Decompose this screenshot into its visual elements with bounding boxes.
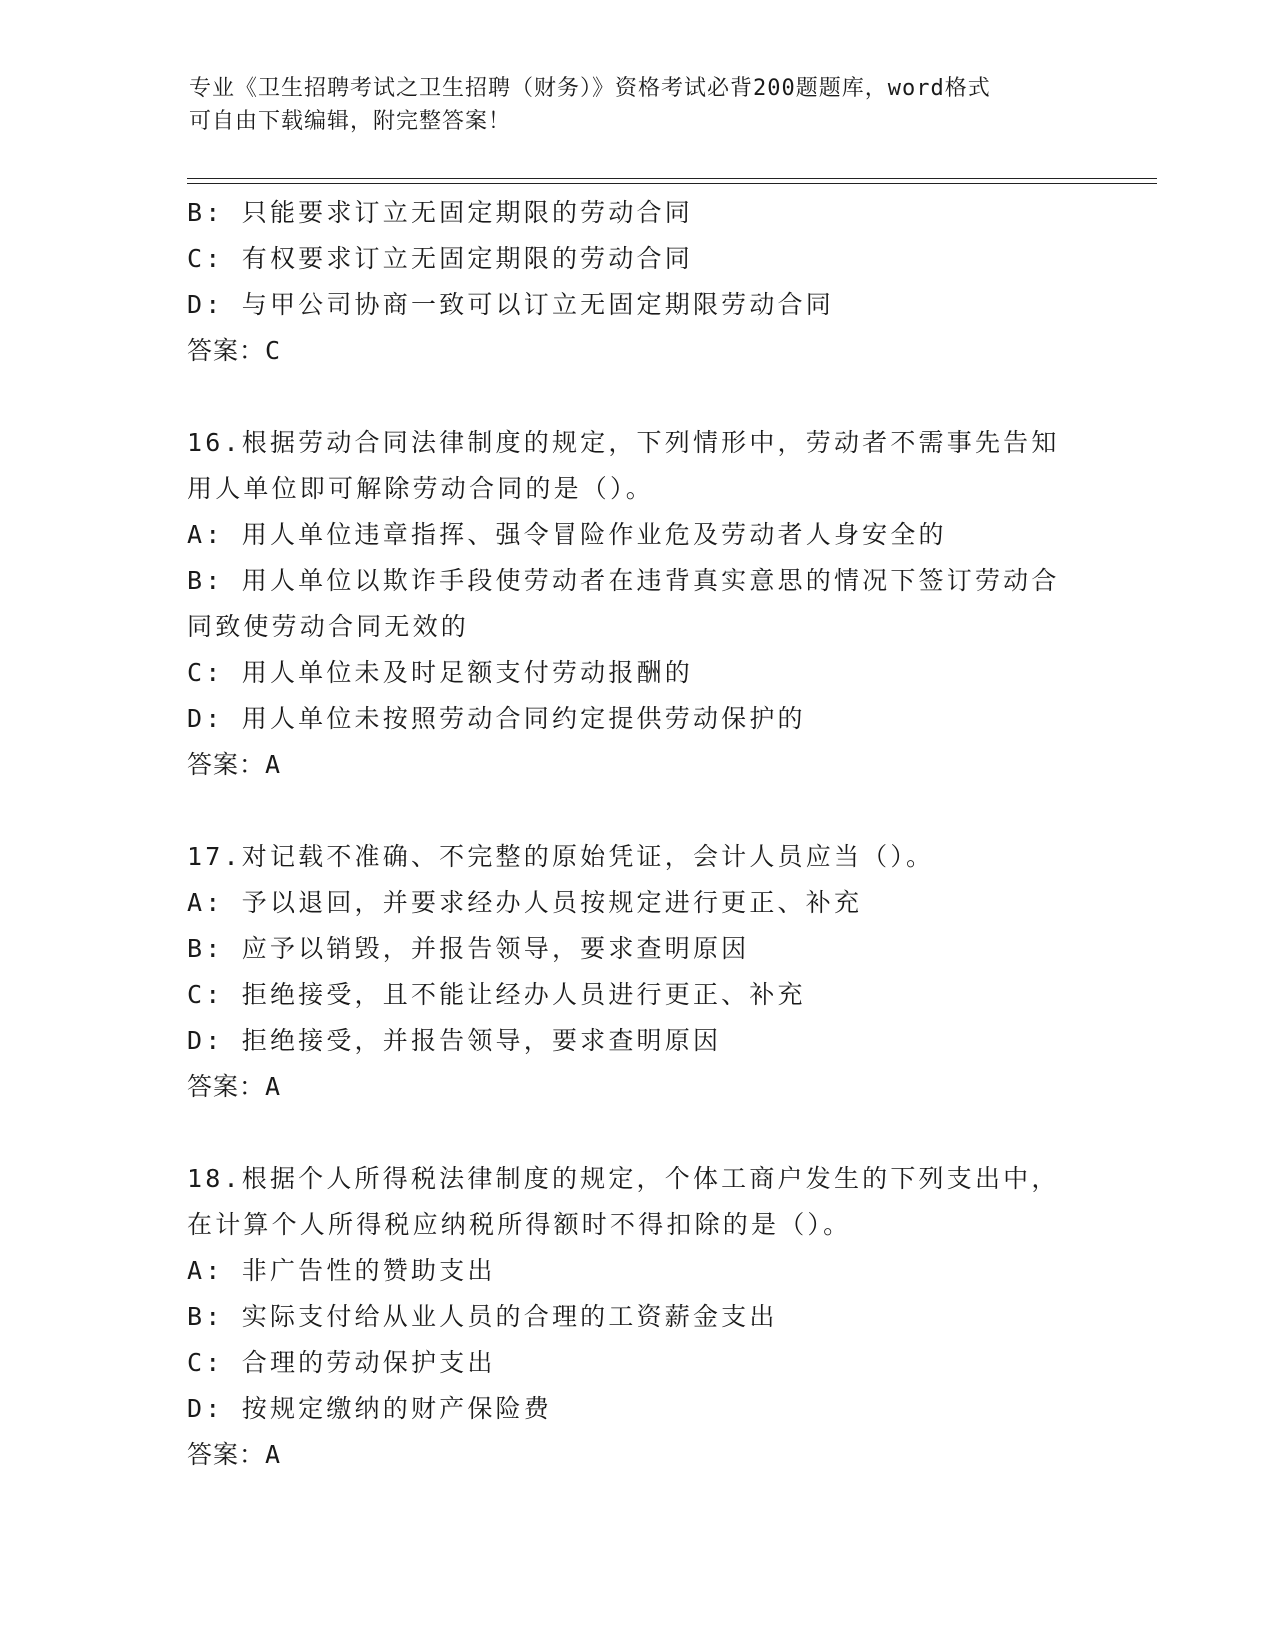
question-18-option-b: B: 实际支付给从业人员的合理的工资薪金支出 (187, 1302, 778, 1331)
question-16-stem-line-1: 16.根据劳动合同法律制度的规定，下列情形中，劳动者不需事先告知 (187, 428, 1060, 457)
question-15-answer: 答案：C (187, 336, 282, 365)
spacer (187, 788, 1087, 834)
header-divider-bottom (187, 183, 1157, 184)
question-list (187, 190, 1087, 1478)
question-17-option-a: A: 予以退回，并要求经办人员按规定进行更正、补充 (187, 888, 863, 917)
question-15-option-c: C: 有权要求订立无固定期限的劳动合同 (187, 244, 693, 273)
header-title-line-1: 专业《卫生招聘考试之卫生招聘（财务）》资格考试必背200题题库，word格式 (189, 76, 991, 101)
spacer (187, 1110, 1087, 1156)
document-header (189, 72, 1089, 138)
question-18-option-d: D: 按规定缴纳的财产保险费 (187, 1394, 552, 1423)
question-17-option-b: B: 应予以销毁，并报告领导，要求查明原因 (187, 934, 750, 963)
question-17-option-c: C: 拒绝接受，且不能让经办人员进行更正、补充 (187, 980, 806, 1009)
question-18-option-c: C: 合理的劳动保护支出 (187, 1348, 496, 1377)
question-18 (187, 1156, 1087, 1478)
question-17-option-d: D: 拒绝接受，并报告领导，要求查明原因 (187, 1026, 722, 1055)
question-17-stem: 17.对记载不准确、不完整的原始凭证，会计人员应当（）。 (187, 842, 935, 871)
question-16 (187, 420, 1087, 788)
question-17 (187, 834, 1087, 1110)
question-18-option-a: A: 非广告性的赞助支出 (187, 1256, 496, 1285)
question-16-stem-line-2: 用人单位即可解除劳动合同的是（）。 (187, 474, 654, 503)
spacer (187, 374, 1087, 420)
question-16-option-b-line-2: 同致使劳动合同无效的 (187, 612, 470, 641)
question-18-stem-line-2: 在计算个人所得税应纳税所得额时不得扣除的是（）。 (187, 1210, 852, 1239)
question-16-option-d: D: 用人单位未按照劳动合同约定提供劳动保护的 (187, 704, 806, 733)
header-title-line-2: 可自由下载编辑，附完整答案！ (189, 109, 512, 134)
question-15-continued (187, 190, 1087, 374)
question-18-stem-line-1: 18.根据个人所得税法律制度的规定，个体工商户发生的下列支出中， (187, 1164, 1060, 1193)
question-16-option-c: C: 用人单位未及时足额支付劳动报酬的 (187, 658, 693, 687)
question-16-option-a: A: 用人单位违章指挥、强令冒险作业危及劳动者人身安全的 (187, 520, 947, 549)
question-16-option-b-line-1: B: 用人单位以欺诈手段使劳动者在违背真实意思的情况下签订劳动合 (187, 566, 1060, 595)
question-15-option-d: D: 与甲公司协商一致可以订立无固定期限劳动合同 (187, 290, 834, 319)
question-15-option-b: B: 只能要求订立无固定期限的劳动合同 (187, 198, 693, 227)
question-17-answer: 答案：A (187, 1072, 282, 1101)
question-18-answer: 答案：A (187, 1440, 282, 1469)
question-16-answer: 答案：A (187, 750, 282, 779)
header-divider-top (187, 178, 1157, 179)
